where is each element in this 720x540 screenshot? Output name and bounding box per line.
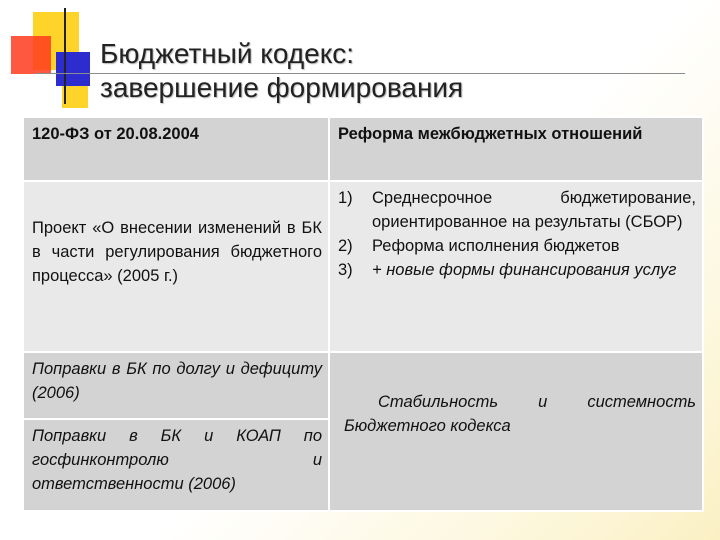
row1-left-text: Проект «О внесении изменений в БК в части регулирования бюджетного процесса» (2005 г.) xyxy=(32,218,322,285)
header-left-text: 120-ФЗ от 20.08.2004 xyxy=(32,125,199,143)
row1-left-cell xyxy=(23,181,329,352)
decor-vertical-line xyxy=(64,8,66,104)
merged-right-text: Стабильность и системность Бюджетного кодекса xyxy=(344,392,696,435)
slide-title-line2: завершение формирования xyxy=(100,72,464,103)
decor-red-square xyxy=(11,36,51,74)
reform-table xyxy=(22,116,704,512)
row2-left-text: Поправки в БК по долгу и дефициту (2006) xyxy=(32,360,322,403)
merged-right-cell xyxy=(329,352,703,511)
reform-list xyxy=(338,186,696,282)
list-item-number: 3) xyxy=(338,261,353,280)
list-item-text: Реформа исполнения бюджетов xyxy=(372,237,620,256)
list-item xyxy=(338,186,696,234)
decor-blue-square xyxy=(56,52,90,86)
list-item-text: Среднесрочное бюджетирование, ориентированное на результаты (СБОР) xyxy=(372,189,696,232)
row3-left-text: Поправки в БК и КОАП по госфинконтролю и ответственности (2006) xyxy=(32,426,322,493)
list-item-text: + новые формы финансирования услуг xyxy=(372,261,677,280)
merged-right-text-block xyxy=(338,390,696,438)
row3-left-cell xyxy=(23,419,329,512)
slide-title-line1: Бюджетный кодекс: xyxy=(100,38,355,69)
list-item-number: 2) xyxy=(338,237,353,256)
row1-right-cell xyxy=(329,181,703,352)
row2-left-cell xyxy=(23,352,329,418)
list-item-number: 1) xyxy=(338,189,353,208)
list-item xyxy=(338,258,696,282)
header-left-cell xyxy=(23,117,329,181)
list-item xyxy=(338,234,696,258)
slide-title xyxy=(100,37,463,105)
header-right-cell xyxy=(329,117,703,181)
header-right-text: Реформа межбюджетных отношений xyxy=(338,125,643,143)
